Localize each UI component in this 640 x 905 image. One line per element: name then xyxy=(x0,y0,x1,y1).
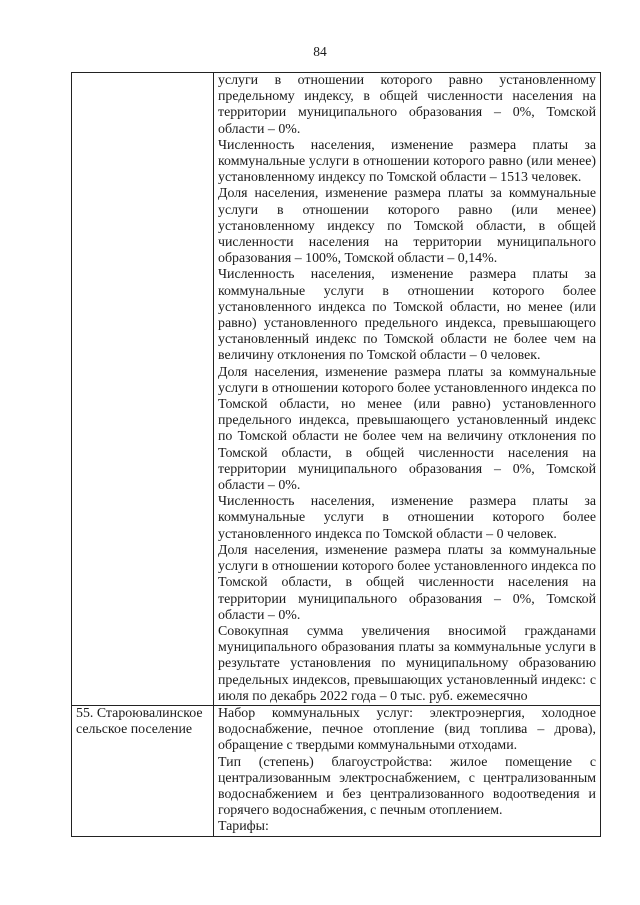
description-cell xyxy=(214,705,601,836)
paragraph: Доля населения, изменение размера платы за коммунальные услуги в отношении которого равно (или менее) установленному индексу по Томской области, в общей численности населения на территории муниципального образования – 100%, Томской области – 0,14%. xyxy=(218,186,596,267)
paragraph: Численность населения, изменение размера платы за коммунальные услуги в отношении которого равно (или менее) установленному индексу по Томской области – 1513 человек. xyxy=(218,137,596,186)
paragraph: Численность населения, изменение размера платы за коммунальные услуги в отношении которого более установленного индекса по Томской области, но менее (или равно) установленного предельного индекса, превышающего установленный индекс по Томской области не более чем на величину отклонения по Томской области – 0 человек. xyxy=(218,267,596,364)
paragraph: Тип (степень) благоустройства: жилое помещение с централизованным электроснабжением, с централизованным водоснабжением и без централизованного водоотведения и горячего водоснабжения, с печным отоплением. xyxy=(218,754,596,819)
paragraph: Доля населения, изменение размера платы за коммунальные услуги в отношении которого более установленного индекса по Томской области, но менее (или равно) установленного предельного индекса, превышающего установленный индекс по Томской области не более чем на величину отклонения по Томской области, в общей численности населения на территории муниципального образования – 0%, Томской области – 0%. xyxy=(218,364,596,494)
paragraph: услуги в отношении которого равно установленному предельному индексу, в общей численности населения на территории муниципального образования – 0%, Томской области – 0%. xyxy=(218,73,596,137)
paragraph: Совокупная сумма увеличения вносимой гражданами муниципального образования платы за коммунальные услуги в результате установления по муниципальному образованию предельных индексов, превышающих установленный индекс: с июля по декабрь 2022 года – 0 тыс. руб. ежемесячно xyxy=(218,623,596,704)
page-number: 84 xyxy=(313,44,327,59)
table-row xyxy=(72,73,601,706)
paragraph: Тарифы: xyxy=(218,819,269,835)
municipality-cell xyxy=(72,73,214,706)
paragraph: Доля населения, изменение размера платы за коммунальные услуги в отношении которого более установленного индекса по Томской области, в общей численности населения на территории муниципального образования – 0%, Томской области – 0%. xyxy=(218,542,596,623)
municipality-name: 55. Староювалинское сельское поселение xyxy=(76,705,203,738)
paragraph: Набор коммунальных услуг: электроэнергия, холодное водоснабжение, печное отопление (вид топлива – дрова), обращение с твердыми коммунальными отходами. xyxy=(218,705,596,754)
description-cell xyxy=(214,73,601,706)
municipal-index-table xyxy=(71,72,601,837)
municipality-cell xyxy=(72,705,214,836)
table-row xyxy=(72,705,601,836)
paragraph: Численность населения, изменение размера платы за коммунальные услуги в отношении которого более установленного индекса по Томской области – 0 человек. xyxy=(218,494,596,542)
